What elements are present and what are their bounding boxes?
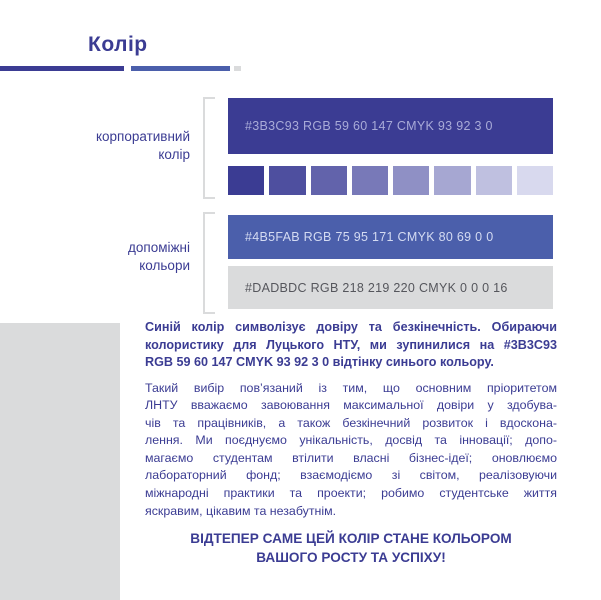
tint-swatch — [476, 166, 512, 195]
main-line: яскравим, цікавим та незабутнім. — [145, 503, 337, 518]
tint-swatch — [311, 166, 347, 195]
main-line: чів та працівників, а також безкінечний розвиток і вдоскона- — [145, 415, 557, 430]
closing-line: ВІДТЕПЕР САМЕ ЦЕЙ КОЛІР СТАНЕ КОЛЬОРОМ — [190, 531, 512, 547]
tint-swatch — [434, 166, 470, 195]
tint-swatch — [393, 166, 429, 195]
secondary-color-spec: #4B5FAB RGB 75 95 171 CMYK 80 69 0 0 — [245, 230, 494, 244]
page-title: Колір — [88, 33, 148, 56]
corporate-label-line: колір — [158, 147, 190, 162]
neutral-color-spec: #DADBDC RGB 218 219 220 CMYK 0 0 0 16 — [245, 280, 508, 295]
primary-color-swatch — [228, 98, 553, 154]
auxiliary-colors-label — [30, 239, 190, 275]
auxiliary-bracket — [203, 212, 215, 314]
main-line: міжнародні практики та проекти; робимо студентське життя — [145, 486, 557, 501]
closing-line: ВАШОГО РОСТУ ТА УСПІХУ! — [256, 550, 446, 566]
intro-paragraph — [145, 319, 557, 372]
corporate-label-line: корпоративний — [95, 129, 190, 144]
header-bar-neutral — [234, 66, 241, 71]
tint-swatch — [269, 166, 305, 195]
main-line: ЛНТУ вважаємо завоювання максимальної довіри у здобува- — [145, 398, 557, 413]
corporate-color-label — [30, 128, 190, 164]
tint-swatch — [352, 166, 388, 195]
neutral-color-swatch — [228, 266, 553, 309]
intro-line: колористику для Луцького НТУ, ми зупинилися на #3B3C93 — [145, 337, 557, 352]
auxiliary-label-line: допоміжні — [128, 240, 190, 255]
tint-swatch — [228, 166, 264, 195]
decorative-side-block — [0, 323, 120, 600]
main-line: магаємо студентам втілити власні бізнес-ідеї; оновлюємо — [145, 450, 557, 465]
primary-color-spec: #3B3C93 RGB 59 60 147 CMYK 93 92 3 0 — [245, 119, 493, 133]
intro-line: Синій колір символізує довіру та безкінечність. Обираючи — [145, 320, 557, 334]
description-text — [145, 319, 557, 567]
main-line: Такий вибір пов’язаний із тим, що основним пріоритетом — [145, 380, 557, 395]
closing-statement — [145, 529, 557, 567]
tint-swatch — [517, 166, 553, 195]
primary-tint-scale — [228, 166, 553, 195]
auxiliary-label-line: кольори — [139, 258, 190, 273]
main-paragraph — [145, 380, 557, 521]
secondary-color-swatch — [228, 215, 553, 259]
header-bar-primary — [0, 66, 124, 71]
intro-line: RGB 59 60 147 CMYK 93 92 3 0 відтінку синього кольору. — [145, 355, 494, 369]
corporate-bracket — [203, 97, 215, 199]
header-bar-secondary — [131, 66, 230, 71]
main-line: лення. Ми поєднуємо унікальність, досвід та інновації; допо- — [145, 433, 557, 448]
main-line: лабораторний фонд; взаємодіємо зі світом, реалізовуючи — [145, 468, 557, 483]
